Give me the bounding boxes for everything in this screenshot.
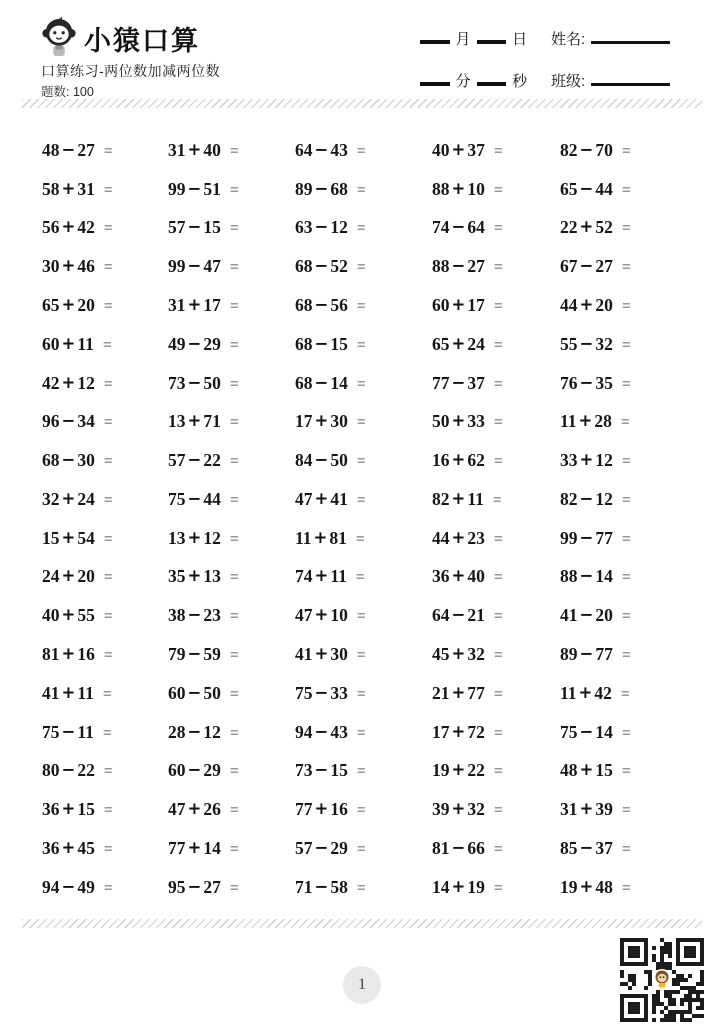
problem: 60 − 50 = <box>168 682 239 703</box>
problem: 68 − 14 = <box>295 372 366 393</box>
problem: 99 − 77 = <box>560 527 631 548</box>
problem: 95 − 27 = <box>168 876 239 897</box>
problem: 82 − 12 = <box>560 488 631 509</box>
problem: 77 + 14 = <box>168 837 239 858</box>
divider-hatch-top <box>22 99 702 108</box>
problem: 40 + 37 = <box>432 139 503 160</box>
problem: 94 − 43 = <box>295 721 366 742</box>
problem: 77 + 16 = <box>295 799 366 820</box>
problem: 65 + 20 = <box>42 295 113 316</box>
problem: 30 + 46 = <box>42 256 113 277</box>
problem: 11 + 42 = <box>560 682 630 703</box>
problem: 64 − 43 = <box>295 139 366 160</box>
problem: 17 + 30 = <box>295 411 366 432</box>
problem: 16 + 62 = <box>432 450 503 471</box>
problem: 44 + 23 = <box>432 527 503 548</box>
problem: 17 + 72 = <box>432 721 503 742</box>
problem: 31 + 39 = <box>560 799 631 820</box>
problem: 88 + 10 = <box>432 178 503 199</box>
problem: 19 + 22 = <box>432 760 503 781</box>
problem: 65 − 44 = <box>560 178 631 199</box>
problem: 82 − 70 = <box>560 139 631 160</box>
problem: 74 + 11 = <box>295 566 365 587</box>
problem: 56 + 42 = <box>42 217 113 238</box>
date-row <box>420 28 670 49</box>
problem: 60 + 11 = <box>42 333 112 354</box>
problem: 81 − 66 = <box>432 837 503 858</box>
month-blank[interactable] <box>420 40 450 44</box>
problem-grid <box>42 131 686 907</box>
name-label: 姓名: <box>551 31 586 48</box>
problem: 48 − 27 = <box>42 139 113 160</box>
second-blank[interactable] <box>477 82 507 86</box>
problem: 88 − 27 = <box>432 256 503 277</box>
problem: 33 + 12 = <box>560 450 631 471</box>
problem: 57 − 22 = <box>168 450 239 471</box>
problem: 71 − 58 = <box>295 876 366 897</box>
problem: 14 + 19 = <box>432 876 503 897</box>
problem: 13 + 12 = <box>168 527 239 548</box>
problem: 24 + 20 = <box>42 566 113 587</box>
problem: 63 − 12 = <box>295 217 366 238</box>
app-name: 小猿口算 <box>84 25 200 56</box>
problem: 73 − 50 = <box>168 372 239 393</box>
problem: 75 − 14 = <box>560 721 631 742</box>
brand <box>40 16 200 60</box>
problem: 60 − 29 = <box>168 760 239 781</box>
problem: 36 + 40 = <box>432 566 503 587</box>
problem: 68 − 30 = <box>42 450 113 471</box>
page-number-badge <box>343 966 381 1004</box>
minute-label: 分 <box>455 73 471 90</box>
problem: 41 − 20 = <box>560 605 631 626</box>
problem: 44 + 20 = <box>560 295 631 316</box>
problem: 36 + 45 = <box>42 837 113 858</box>
problem: 67 − 27 = <box>560 256 631 277</box>
problem: 47 + 41 = <box>295 488 366 509</box>
problem: 68 − 56 = <box>295 295 366 316</box>
problem: 94 − 49 = <box>42 876 113 897</box>
problem: 22 + 52 = <box>560 217 631 238</box>
problem: 76 − 35 = <box>560 372 631 393</box>
problem: 89 − 68 = <box>295 178 366 199</box>
problem: 35 + 13 = <box>168 566 239 587</box>
problem: 19 + 48 = <box>560 876 631 897</box>
problem: 79 − 59 = <box>168 644 239 665</box>
problem: 13 + 71 = <box>168 411 239 432</box>
problem: 75 − 33 = <box>295 682 366 703</box>
problem: 77 − 37 = <box>432 372 503 393</box>
problem: 39 + 32 = <box>432 799 503 820</box>
problem: 88 − 14 = <box>560 566 631 587</box>
problem: 45 + 32 = <box>432 644 503 665</box>
problem: 11 + 81 = <box>295 527 365 548</box>
problem: 31 + 17 = <box>168 295 239 316</box>
qr-code <box>620 938 704 1022</box>
problem: 68 − 52 = <box>295 256 366 277</box>
problem: 15 + 54 = <box>42 527 113 548</box>
problem: 80 − 22 = <box>42 760 113 781</box>
problem: 96 − 34 = <box>42 411 113 432</box>
problem: 65 + 24 = <box>432 333 503 354</box>
month-label: 月 <box>455 31 471 48</box>
divider-hatch-bottom <box>22 919 702 928</box>
problem: 11 + 28 = <box>560 411 630 432</box>
problem: 28 − 12 = <box>168 721 239 742</box>
problem: 47 + 10 = <box>295 605 366 626</box>
problem: 41 + 11 = <box>42 682 112 703</box>
problem: 99 − 51 = <box>168 178 239 199</box>
problem: 31 + 40 = <box>168 139 239 160</box>
problem: 60 + 17 = <box>432 295 503 316</box>
problem: 57 − 29 = <box>295 837 366 858</box>
problem: 21 + 77 = <box>432 682 503 703</box>
day-label: 日 <box>512 31 528 48</box>
problem: 41 + 30 = <box>295 644 366 665</box>
worksheet-subtitle: 口算练习-两位数加减两位数 <box>41 63 221 79</box>
problem: 36 + 15 = <box>42 799 113 820</box>
problem: 38 − 23 = <box>168 605 239 626</box>
name-blank[interactable] <box>591 41 670 44</box>
problem: 40 + 55 = <box>42 605 113 626</box>
problem: 82 + 11 = <box>432 488 502 509</box>
problem: 32 + 24 = <box>42 488 113 509</box>
problem: 64 − 21 = <box>432 605 503 626</box>
minute-blank[interactable] <box>420 82 450 86</box>
page-number: 1 <box>358 976 366 993</box>
class-blank[interactable] <box>591 83 670 86</box>
problem: 48 + 15 = <box>560 760 631 781</box>
problem: 42 + 12 = <box>42 372 113 393</box>
problem: 84 − 50 = <box>295 450 366 471</box>
time-row <box>420 70 670 91</box>
problem: 47 + 26 = <box>168 799 239 820</box>
problem: 57 − 15 = <box>168 217 239 238</box>
problem: 85 − 37 = <box>560 837 631 858</box>
second-label: 秒 <box>512 73 528 90</box>
problem: 68 − 15 = <box>295 333 366 354</box>
problem: 89 − 77 = <box>560 644 631 665</box>
problem: 55 − 32 = <box>560 333 631 354</box>
problem: 74 − 64 = <box>432 217 503 238</box>
problem: 50 + 33 = <box>432 411 503 432</box>
class-label: 班级: <box>551 73 586 90</box>
problem: 75 − 44 = <box>168 488 239 509</box>
problem: 58 + 31 = <box>42 178 113 199</box>
problem: 75 − 11 = <box>42 721 112 742</box>
problem: 99 − 47 = <box>168 256 239 277</box>
day-blank[interactable] <box>477 40 507 44</box>
problem: 49 − 29 = <box>168 333 239 354</box>
monkey-logo-icon <box>40 16 78 60</box>
problem: 81 + 16 = <box>42 644 113 665</box>
problem: 73 − 15 = <box>295 760 366 781</box>
problem-count: 题数: 100 <box>41 85 94 99</box>
